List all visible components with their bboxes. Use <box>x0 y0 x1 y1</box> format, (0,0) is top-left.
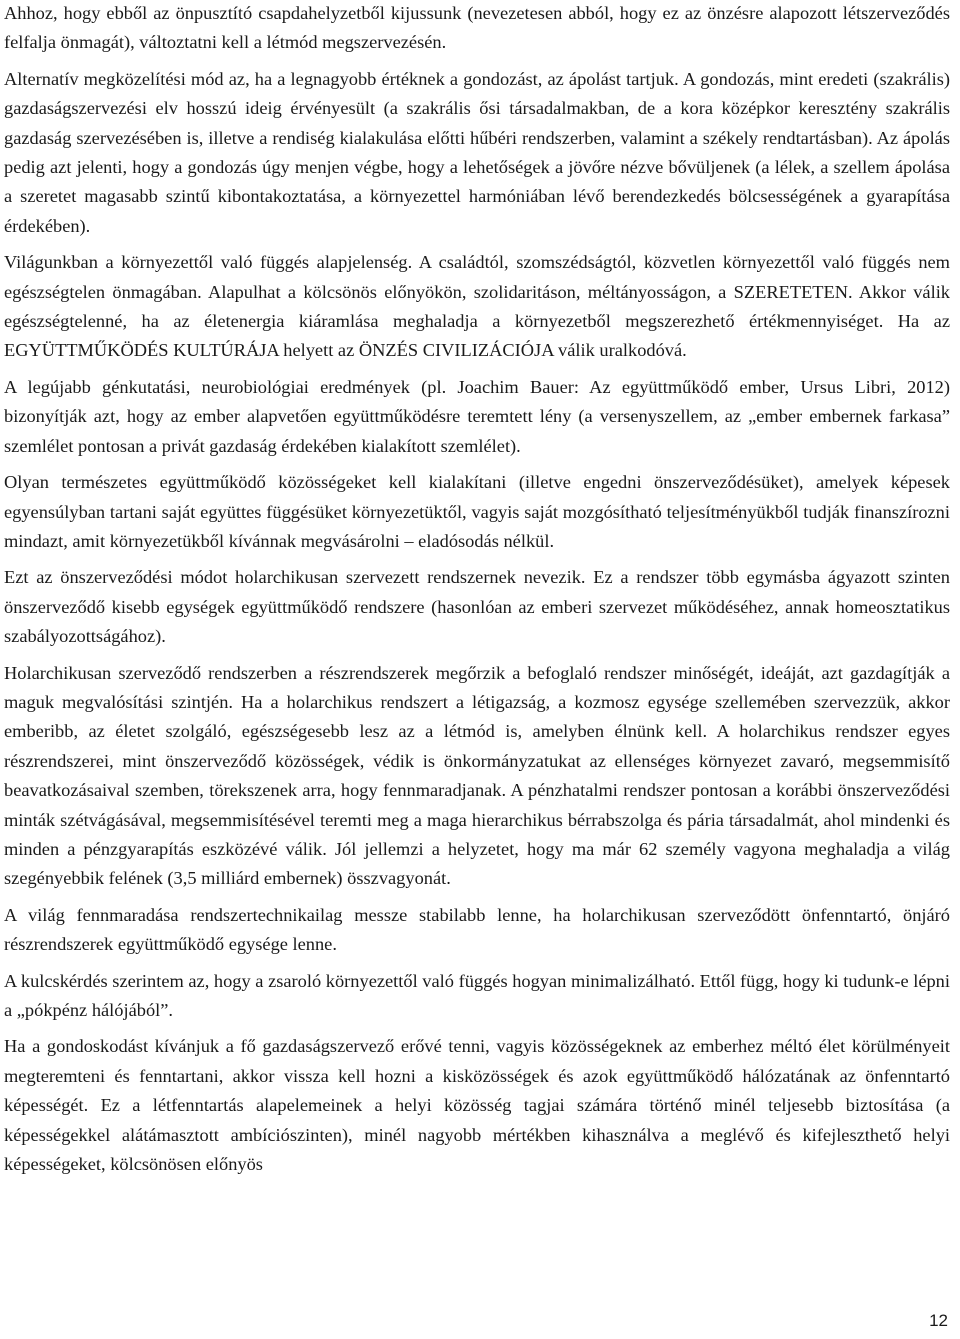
paragraph-8: A világ fennmaradása rendszertechnikailag messze stabilabb lenne, ha holarchikusan szerveződött önfenntartó, önjáró részrendszerek együttműködő egysége lenne. <box>4 904 950 955</box>
paragraph-5: Olyan természetes együttműködő közösségeket kell kialakítani (illetve engedni önszerveződésüket), amelyek képesek egyensúlyban tartani saját együttes függésüket környezetüktől, vagyis saját mozgósítható teljesítményükből tudják finanszírozni mindazt, amit környezetükből kívánnak megvásárolni – eladósodás nélkül. <box>4 472 950 551</box>
paragraph-10: Ha a gondoskodást kívánjuk a fő gazdaságszervező erővé tenni, vagyis közösségeknek az emberhez méltó élet körülményeit megteremteni és fenntartani, akkor vissza kell hozni a kisközösségek és azok együttműködő hálózatának az önfenntartó képességét. Ez a létfenntartás alapelemeinek a helyi közösség tagjai számára történő minél teljesebb biztosítása (a képességekkel alátámasztott ambíciószinten), minél nagyobb mértékben kihasználva a meglévő és kifejleszthető helyi képességeket, kölcsönösen előnyös <box>4 1036 950 1175</box>
paragraph-1: Ahhoz, hogy ebből az önpusztító csapdahelyzetből kijussunk (nevezetesen abból, hogy ez az önzésre alapozott létszerveződés felfalja önmagát), változtatni kell a létmód megszervezésén. <box>4 3 950 53</box>
paragraph-3: Világunkban a környezettől való függés alapjelenség. A családtól, szomszédságtól, közvetlen környezettől való függés nem egészségtelen önmagában. Alapulhat a kölcsönös előnyökön, szolidaritáson, méltányosságon, a SZERETETEN. Akkor válik egészségtelenné, ha az életenergia kiáramlása meghaladja a környezetből megszerezhető értékmennyiséget. Ha az EGYÜTTMŰKÖDÉS KULTÚRÁJA helyett az ÖNZÉS CIVILIZÁCIÓJA válik uralkodóvá. <box>4 252 950 361</box>
paragraph-6: Ezt az önszerveződési módot holarchikusan szervezett rendszernek nevezik. Ez a rendszer több egymásba ágyazott szinten önszerveződő kisebb egységek együttműködő rendszere (hasonlóan az emberi szervezet működéséhez, annak homeosztatikus szabályozottságához). <box>4 567 950 647</box>
paragraph-7: Holarchikusan szerveződő rendszerben a részrendszerek megőrzik a befoglaló rendszer minőségét, ideáját, azt gazdagítják a maguk megvalósítási szintjén. Ha a holarchikus rendszert a létigazság, a kozmosz egysége szellemében szervezzük, akkor emberibb, az életet szolgáló, egészségesebb lesz az a létmód is, amelyben élnünk kell. A holarchikus rendszer egyes részrendszerei, mint önszerveződő közösségek, védik is önkormányzatukat az ellenséges környezet zavaró, megsemmisítő beavatkozásaival szemben, törekszenek arra, hogy fennmaradjanak. A pénzhatalmi rendszer pontosan a korábbi önszerveződési minták szétvágásával, megsemmisítésével teremti meg a maga hierarchikus bérrabszolga és pária társadalmát, ahol mindenki és minden a pénzgyarapítás eszközévé válik. Jól jellemzi a helyzetet, hogy ma már 62 személy vagyona meghaladja a világ szegényebbik felének (3,5 milliárd embernek) összvagyonát. <box>4 662 950 889</box>
paragraph-4: A legújabb génkutatási, neurobiológiai eredmények (pl. Joachim Bauer: Az együttműködő ember, Ursus Libri, 2012) bizonyítják azt, hogy az ember alapvetően együttműködésre teremtett lény (a versenyszellem, az „ember embernek farkasa” szemlélet pontosan a privát gazdaság érdekében kialakított szemlélet). <box>4 376 950 456</box>
document-body <box>4 0 950 1186</box>
paragraph-2: Alternatív megközelítési mód az, ha a legnagyobb értéknek a gondozást, az ápolást tartjuk. A gondozás, mint eredeti (szakrális) gazdaságszervezési elv hosszú ideig érvényesült (a szakrális ősi társadalmakban, de a kora középkor keresztény szakrális gazdaság szervezésében is, illetve a rendiség kialakulása előtti hűbéri rendszerben, valamint a székely rendtartásban). Az ápolás pedig azt jelenti, hogy a gondozás úgy menjen végbe, hogy a lehetőségek a jövőre nézve bővüljenek (a lélek, a szellem ápolása a szeretet magasabb szintű kibontakoztatása, a környezettel harmóniában lévő berendezkedés bölcsességének a gyarapítása érdekében). <box>4 68 950 236</box>
paragraph-9: A kulcskérdés szerintem az, hogy a zsaroló környezettől való függés hogyan minimalizálható. Ettől függ, hogy ki tudunk-e lépni a „pókpénz hálójából”. <box>4 970 950 1020</box>
page-number: 12 <box>929 1311 948 1330</box>
